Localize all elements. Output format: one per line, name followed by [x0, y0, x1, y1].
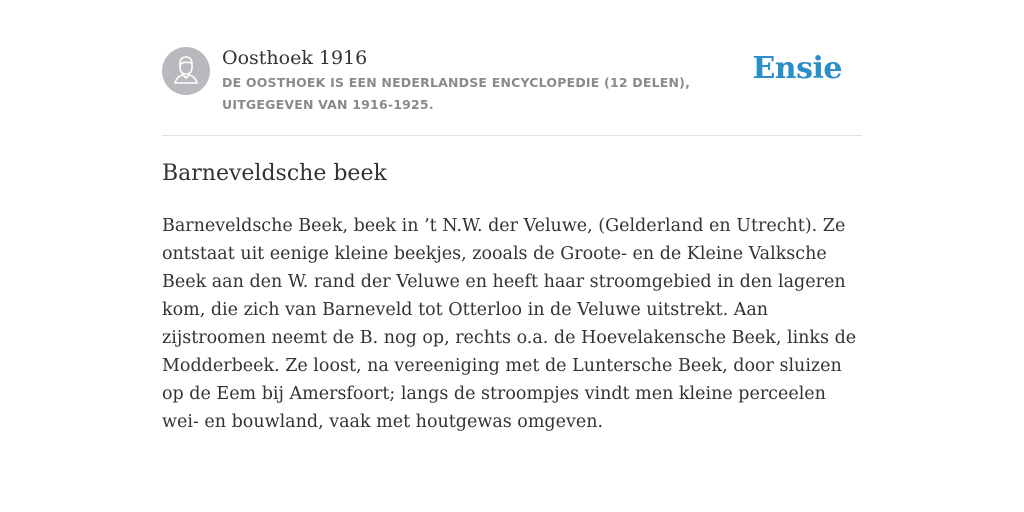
source-title[interactable]: Oosthoek 1916: [222, 47, 368, 69]
source-description: DE OOSTHOEK IS EEN NEDERLANDSE ENCYCLOPEDIE (12 DELEN), UITGEGEVEN VAN 1916-1925.: [222, 75, 691, 112]
entry-body: Barneveldsche Beek, beek in ’t N.W. der Veluwe, (Gelderland en Utrecht). Ze ontstaat uit eenige kleine beekjes, zooals de Groote- en de Kleine Valksche Beek aan den W. rand der Veluwe en heeft haar stroomgebied in den lageren kom, die zich van Barneveld tot Otterloo in de Veluwe uitstrekt. Aan zijstroomen neemt de B. nog op, rechts o.a. de Hoevelakensche Beek, links de Modderbeek. Ze loost, na vereeniging met de Luntersche Beek, door sluizen op de Eem bij Amersfoort; langs de stroompjes vindt men kleine perceelen wei- en bouwland, vaak met houtgewas omgeven.: [162, 216, 857, 432]
source-header: [162, 45, 862, 135]
user-icon: [162, 47, 210, 95]
divider: [162, 135, 862, 136]
entry-title: Barneveldsche beek: [162, 161, 387, 186]
brand-logo[interactable]: Ensie: [752, 51, 842, 86]
